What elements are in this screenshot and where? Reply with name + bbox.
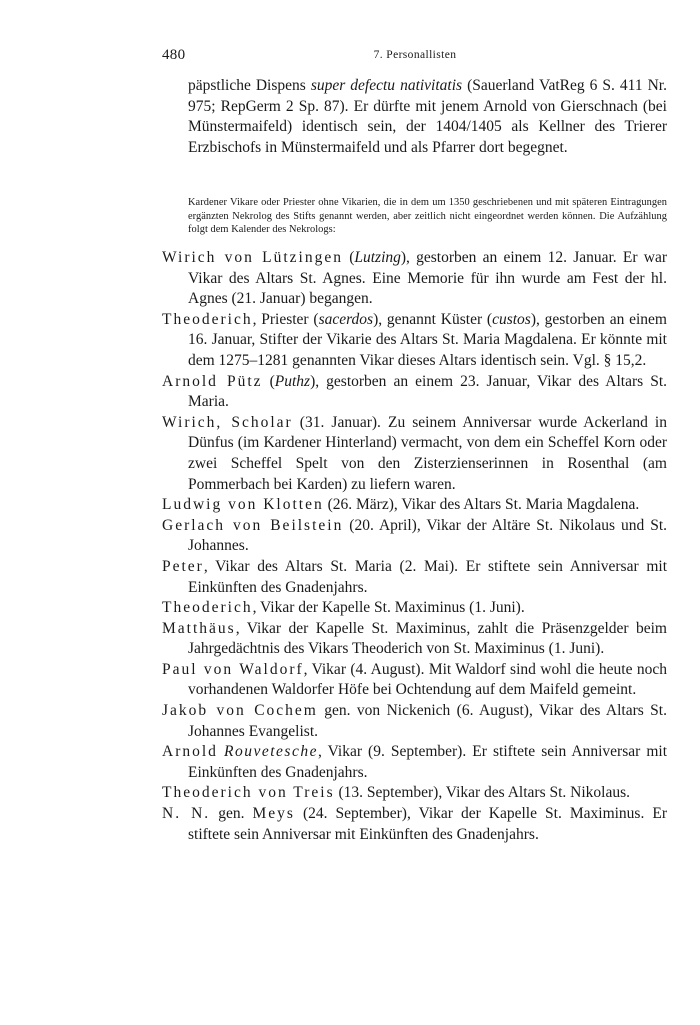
entry-name: Paul von Waldorf xyxy=(162,660,304,678)
section-note: Kardener Vikare oder Priester ohne Vikarien, die in dem um 1350 geschriebenen und mit späteren Eintragungen ergänzten Nekrolog des Stifts genannt werden, aber zeitlich nicht eingeordnet werden können. Die Aufzählung folgt dem Kalender des Nekrologs: xyxy=(188,197,667,236)
entry-name: Arnold Pütz xyxy=(162,372,263,390)
entry-name: Peter xyxy=(162,557,204,575)
entry-name: Jakob von Cochem xyxy=(162,702,318,720)
page-number: 480 xyxy=(162,47,186,63)
list-item: Theoderich, Vikar der Kapelle St. Maximinus (1. Juni). xyxy=(162,599,525,617)
list-item: Arnold Pütz (Puthz), gestorben an einem 23. Januar, Vikar des Altars St. Maria. xyxy=(162,372,667,411)
list-item: Peter, Vikar des Altars St. Maria (2. Mai). Er stiftete sein Anniversar mit Einkünften des Gnadenjahrs. xyxy=(162,557,667,596)
entry-name: Gerlach von Beilstein xyxy=(162,516,344,534)
list-item: N. N. gen. Meys (24. September), Vikar der Kapelle St. Maximinus. Er stiftete sein Anniversar mit Einkünften des Gnadenjahrs. xyxy=(162,805,667,843)
entry-list xyxy=(162,248,667,845)
entry-name: Theoderich xyxy=(162,599,253,617)
running-head: 7. Personallisten xyxy=(373,49,457,61)
entry-name: Matthäus xyxy=(162,619,236,637)
list-item: Matthäus, Vikar der Kapelle St. Maximinus, zahlt die Präsenzgelder beim Jahrgedächtnis des Vikars Theoderich von St. Maximinus (1. Juni). xyxy=(162,619,667,658)
list-item: Paul von Waldorf, Vikar (4. August). Mit Waldorf sind wohl die heute noch vorhandenen Waldorfer Höfe bei Ochtendung auf dem Maifeld gemeint. xyxy=(162,660,667,699)
list-item: Theoderich, Priester (sacerdos), genannt Küster (custos), gestorben an einem 16. Januar, Stifter der Vikarie des Altars St. Maria Magdalena. Er könnte mit dem 1275–1281 genannten Vikar dieses Altars identisch sein. Vgl. § 15,2. xyxy=(162,310,667,369)
entry-name: Theoderich xyxy=(162,310,253,328)
entry-name: Wirich, Scholar xyxy=(162,413,293,431)
continuation-paragraph: päpstliche Dispens super defectu nativitatis (Sauerland VatReg 6 S. 411 Nr. 975; RepGerm 2 Sp. 87). Er dürfte mit jenem Arnold von Gierschnach (bei Münstermaifeld) identisch sein, der 1404/1405 als Kellner des Trierer Erzbischofs in Münstermaifeld und als Pfarrer dort begegnet. xyxy=(188,77,667,156)
list-item: Wirich von Lützingen (Lutzing), gestorben an einem 12. Januar. Er war Vikar des Altars St. Agnes. Eine Memorie für ihn wurde am Fest der hl. Agnes (21. Januar) begangen. xyxy=(162,249,667,308)
list-item: Wirich, Scholar (31. Januar). Zu seinem Anniversar wurde Ackerland in Dünfus (im Kardener Hinterland) vermacht, von dem ein Scheffel Korn oder zwei Scheffel Spelt von den Zisterzienserinnen in Rosenthal (am Pommerbach bei Karden) zu liefern waren. xyxy=(162,413,667,493)
entry-name: Wirich von Lützingen xyxy=(162,249,343,266)
page-header xyxy=(162,47,668,67)
list-item: Theoderich von Treis (13. September), Vikar des Altars St. Nikolaus. xyxy=(162,784,631,802)
list-item: Arnold Rouvetesche, Vikar (9. September). Er stiftete sein Anniversar mit Einkünften des Gnadenjahrs. xyxy=(162,743,667,781)
entry-name: Theoderich von Treis xyxy=(162,784,335,802)
entry-name: N. N. xyxy=(162,805,211,823)
list-item: Jakob von Cochem gen. von Nickenich (6. August), Vikar des Altars St. Johannes Evangelist. xyxy=(162,702,667,740)
entry-name: Ludwig von Klotten xyxy=(162,496,324,514)
entry-name: Arnold xyxy=(162,743,218,761)
list-item: Gerlach von Beilstein (20. April), Vikar der Altäre St. Nikolaus und St. Johannes. xyxy=(162,516,667,555)
list-item: Ludwig von Klotten (26. März), Vikar des Altars St. Maria Magdalena. xyxy=(162,496,640,514)
